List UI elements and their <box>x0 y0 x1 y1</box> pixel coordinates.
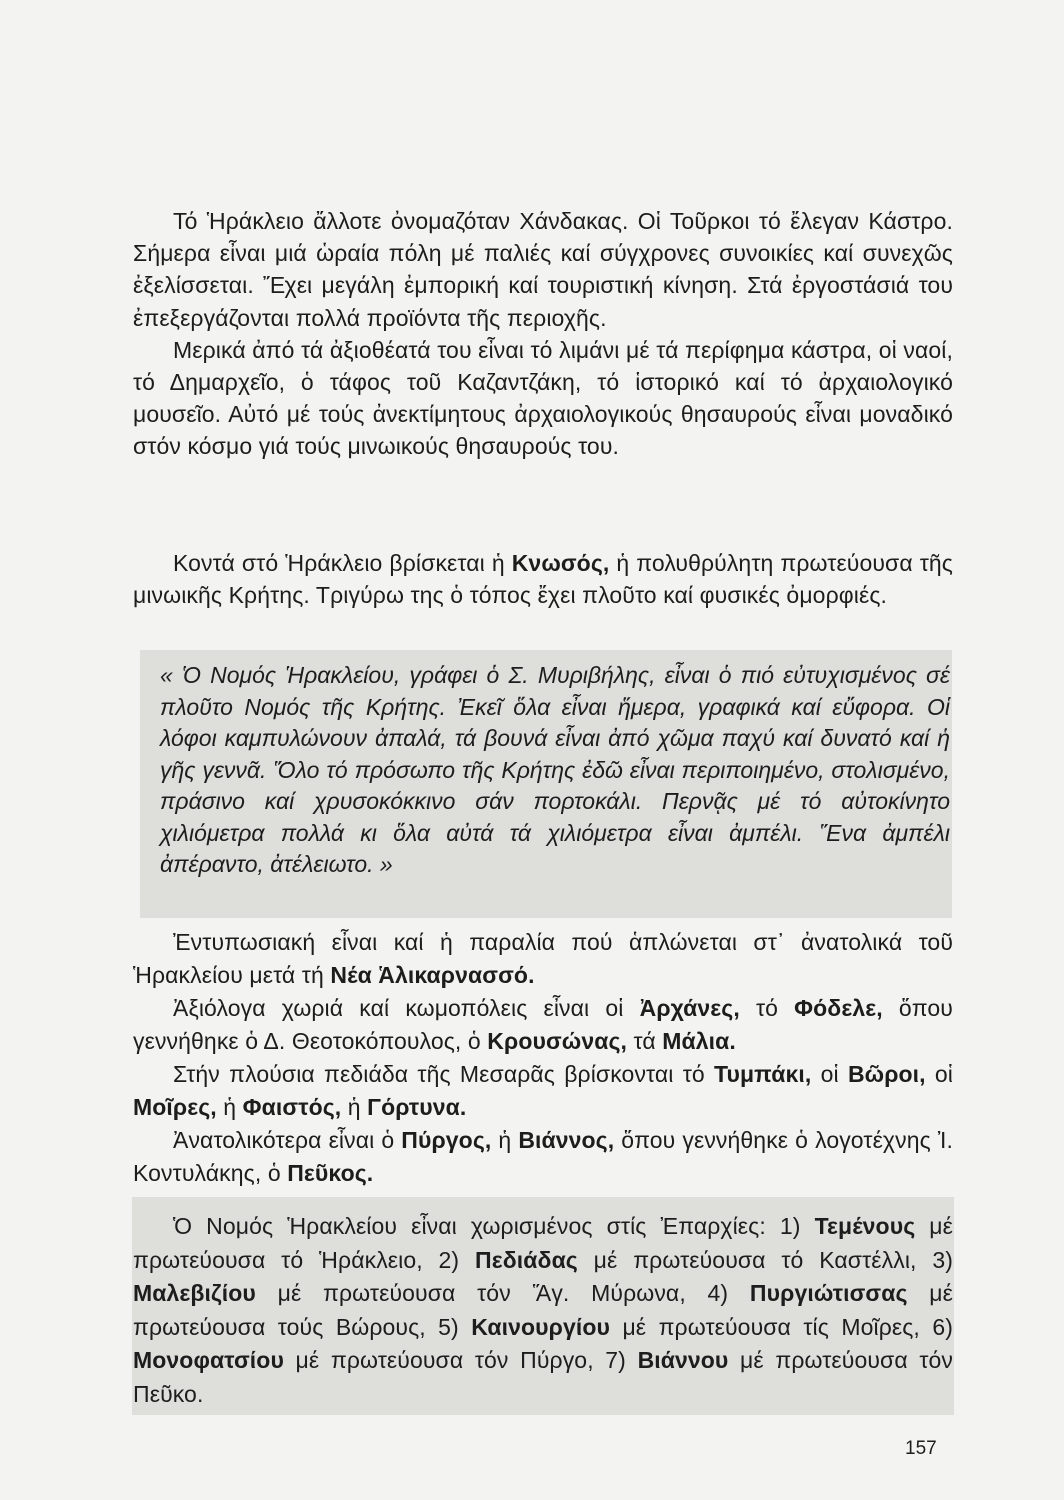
paragraph-sights: Μερικά ἀπό τά ἀξιοθέατά του εἶναι τό λιμάνι μέ τά περίφημα κάστρα, οἱ ναοί, τό Δημαρχεῖο, ὁ τάφος τοῦ Καζαντζάκη, τό ἱστορικό καί τό ἀρχαιολογικό μουσεῖο. Αὐτό μέ τούς ἀνεκτίμητους ἀρχαιολογικούς θησαυρούς εἶναι μοναδικό στόν κόσμο γιά τούς μινωικούς θησαυρούς του. <box>133 336 953 460</box>
paragraph-history: Τό Ἡράκλειο ἄλλοτε ὀνομαζόταν Χάνδακας. Οἱ Τοῦρκοι τό ἔλεγαν Κάστρο. Σήμερα εἶναι μιά ὡραία πόλη μέ παλιές καί σύγχρονες συνοικίες καί συνεχῶς ἐξελίσσεται. Ἔχει μεγάλη ἐμπορική καί τουριστική κίνηση. Στά ἐργοστάσιά του ἐπεξεργάζονται πολλά προϊόντα τῆς περιοχῆς. <box>133 208 953 331</box>
place-nea-alikarnassos: Νέα Ἁλικαρνασσό. <box>330 962 535 988</box>
intro-text <box>133 205 953 463</box>
paragraph-villages: Ἀξιόλογα χωριά καί κωμοπόλεις εἶναι οἱ Ἀρχάνες, τό Φόδελε, ὅπου γεννήθηκε ὁ Δ. Θεοτοκόπουλος, ὁ Κρουσώνας, τά Μάλια. <box>133 995 953 1054</box>
paragraph-mesara: Στήν πλούσια πεδιάδα τῆς Μεσαρᾶς βρίσκονται τό Τυμπάκι, οἱ Βῶροι, οἱ Μοῖρες, ἡ Φαιστός, ἡ Γόρτυνα. <box>133 1061 953 1120</box>
paragraph-divisions: Ὁ Νομός Ἡρακλείου εἶναι χωρισμένος στίς Ἐπαρχίες: 1) Τεμένους μέ πρωτεύουσα τό Ἡράκλειο, 2) Πεδιάδας μέ πρωτεύουσα τό Καστέλλι, 3) Μαλεβιζίου μέ πρωτεύουσα τόν Ἅγ. Μύρωνα, 4) Πυργιώτισσας μέ πρωτεύουσα τούς Βώρους, 5) Καινουργίου μέ πρωτεύουσα τίς Μοῖρες, 6) Μονοφατσίου μέ πρωτεύουσα τόν Πύργο, 7) Βιάννου μέ πρωτεύουσα τόν Πεῦκο. <box>133 1213 954 1407</box>
quote-text: « Ὁ Νομός Ἡρακλείου, γράφει ὁ Σ. Μυριβήλης, εἶναι ὁ πιό εὐτυχισμένος σέ πλοῦτο Νομός τῆς Κρήτης. Ἐκεῖ ὅλα εἶναι ἥμερα, γραφικά καί εὔφορα. Οἱ λόφοι καμπυλώνουν ἀπαλά, τά βουνά εἶναι ἀπό χῶμα παχύ καί δυνατό καί ἡ γῆς γεννᾶ. Ὅλο τό πρόσωπο τῆς Κρήτης ἐδῶ εἶναι περιποιημένο, στολισμένο, πράσινο καί χρυσοκόκκινο σάν πορτοκάλι. Περνᾷς μέ τό αὐτοκίνητο χιλιόμετρα πολλά κι ὅλα αὐτά τά χιλιόμετρα εἶναι ἀμπέλι. Ἕνα ἀμπέλι ἀπέραντο, ἀτέλειωτο. » <box>160 662 951 877</box>
place-knossos: Κνωσός, <box>511 550 610 576</box>
places-text <box>133 926 953 1190</box>
knossos-text <box>133 547 953 611</box>
paragraph-east: Ἀνατολικότερα εἶναι ὁ Πύργος, ἡ Βιάννος, ὅπου γεννήθηκε ὁ λογοτέχνης Ἰ. Κοντυλάκης, ὁ Πεῦκος. <box>133 1127 954 1186</box>
page-number: 157 <box>905 1438 937 1459</box>
paragraph-beach: Ἐντυπωσιακή εἶναι καί ἡ παραλία πού ἁπλώνεται στ᾽ ἀνατολικά τοῦ Ἡρακλείου μετά τή Νέα Ἁλικαρνασσό. <box>133 929 953 988</box>
paragraph-knossos: Κοντά στό Ἡράκλειο βρίσκεται ἡ Κνωσός, ἡ πολυθρύλητη πρωτεύουσα τῆς μινωικῆς Κρήτης. Τριγύρω της ὁ τόπος ἔχει πλοῦτο καί φυσικές ὀμορφιές. <box>133 550 953 609</box>
myrivilis-quote <box>160 660 950 881</box>
divisions-text <box>133 1210 953 1411</box>
